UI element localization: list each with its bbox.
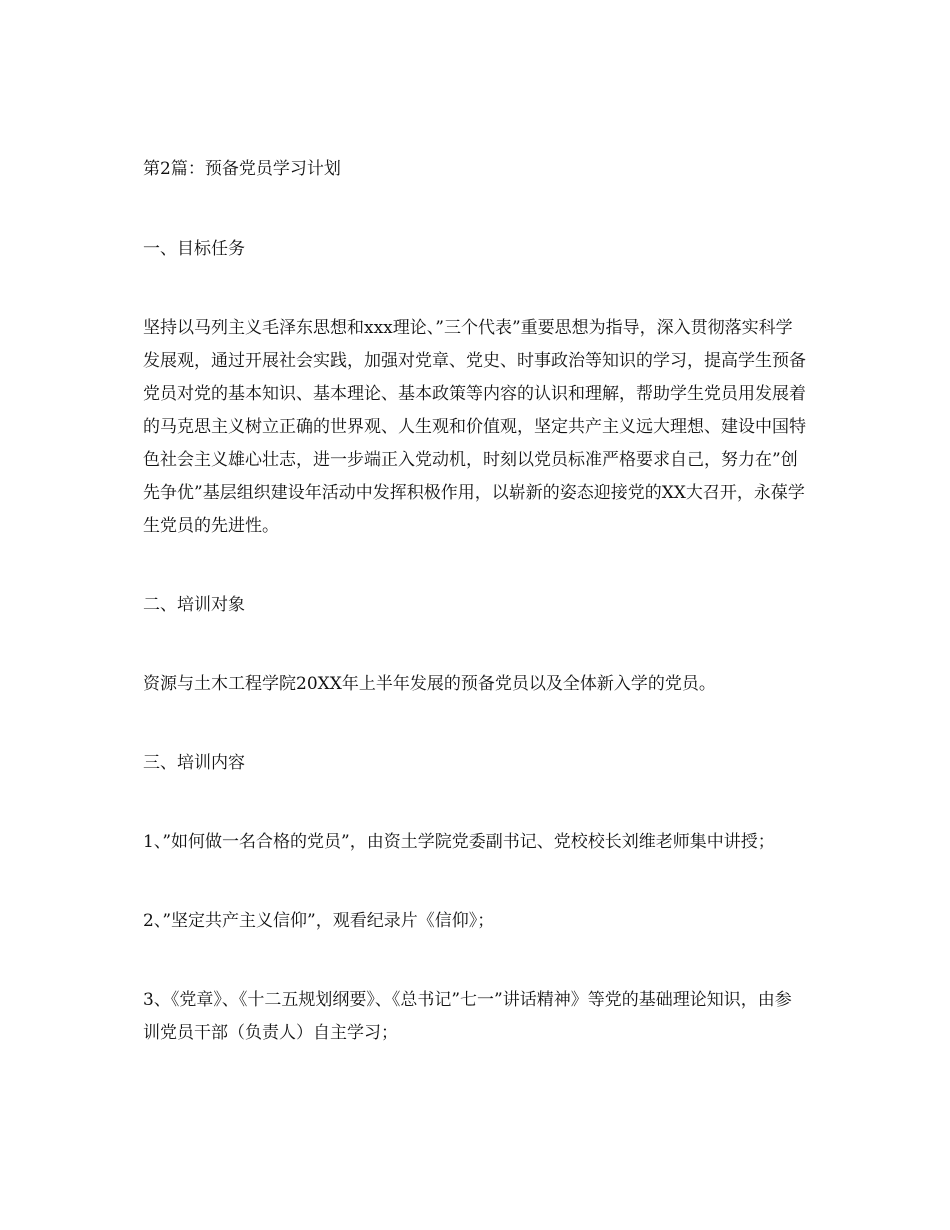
content-item-2: 2、”坚定共产主义信仰”，观看纪录片《信仰》； bbox=[143, 911, 495, 931]
content-item-1: 1、”如何做一名合格的党员”，由资土学院党委副书记、党校校长刘维老师集中讲授； bbox=[143, 832, 775, 852]
document-title: 第2篇：预备党员学习计划 bbox=[143, 159, 341, 179]
section-body-audience: 资源与土木工程学院20XX年上半年发展的预备党员以及全体新入学的党员。 bbox=[143, 674, 716, 694]
section-heading-audience: 二、培训对象 bbox=[143, 595, 245, 615]
section-body-goals: 坚持以马列主义毛泽东思想和xxx理论、”三个代表”重要思想为指导，深入贯彻落实科学发展观，通过开展社会实践，加强对党章、党史、时事政治等知识的学习，提高学生预备党员对党的基本知识、基本理论、基本政策等内容的认识和理解，帮助学生党员用发展着的马克思主义树立正确的世界观、人生观和价值观，坚定共产主义远大理想、建设中国特色社会主义雄心壮志，进一步端正入党动机，时刻以党员标准严格要求自己，努力在”创先争优”基层组织建设年活动中发挥积极作用，以崭新的姿态迎接党的XX大召开，永葆学生党员的先进性。 bbox=[143, 318, 806, 536]
section-heading-goals: 一、目标任务 bbox=[143, 239, 245, 259]
document-body bbox=[143, 153, 808, 1096]
section-heading-content: 三、培训内容 bbox=[143, 753, 245, 773]
content-item-3: 3、《党章》、《十二五规划纲要》、《总书记”七一”讲话精神》等党的基础理论知识，由参训党员干部（负责人）自主学习； bbox=[143, 990, 792, 1043]
